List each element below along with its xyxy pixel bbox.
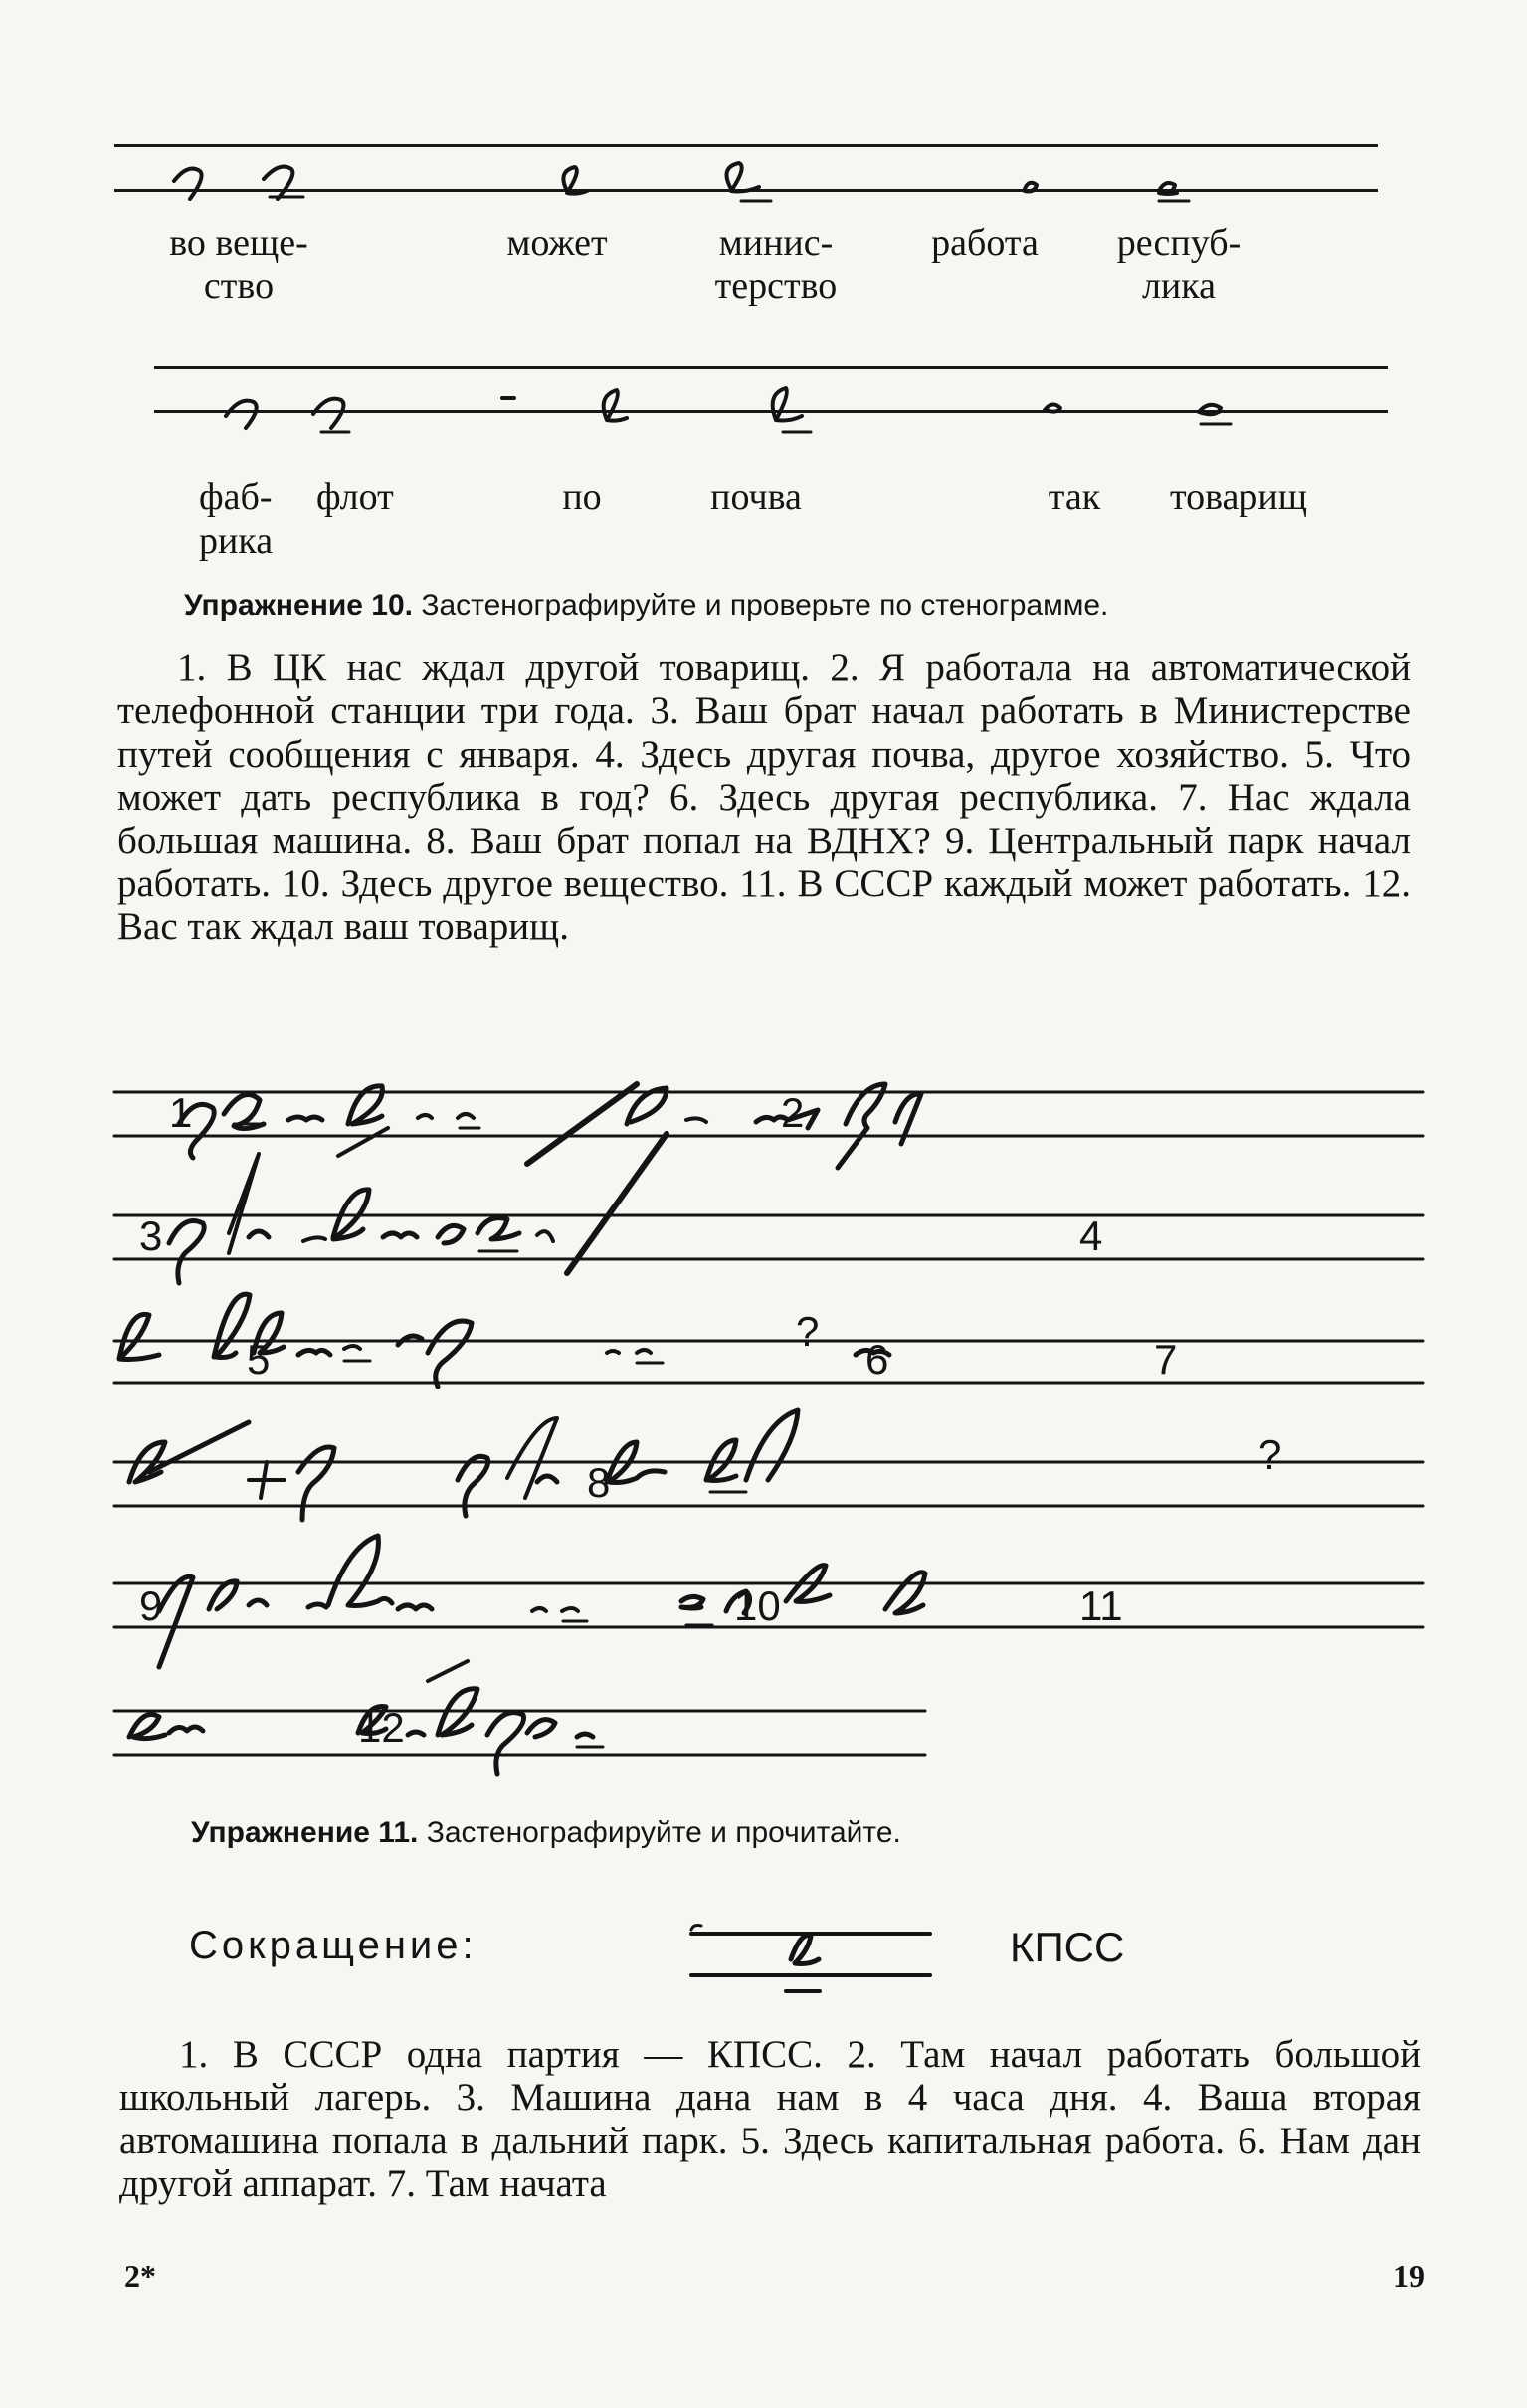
exercise-10-instruction: Застенографируйте и проверьте по стенограмме. [421, 589, 1109, 622]
exercise-10-number: Упражнение 10. [184, 589, 414, 622]
vocab-word: так [1048, 476, 1101, 518]
exercise-11-text: 1. В СССР одна партия — КПСС. 2. Там начал работать большой школьный лагерь. 3. Машина дана нам в 4 часа дня. 4. Ваша вторая автомашина попала в дальний парк. 5. Здесь капитальная работа. 6. Нам дан другой аппарат. 7. Там начата [119, 2033, 1421, 2206]
vocab-word: почва [710, 476, 802, 518]
vocab-word: товарищ [1169, 476, 1307, 518]
sentence-number: 3 [139, 1212, 163, 1259]
question-mark: ? [1258, 1431, 1282, 1478]
sentence-number: 10 [734, 1582, 781, 1629]
sentence-number: 11 [1079, 1582, 1123, 1629]
sentence-number: 5 [247, 1336, 271, 1383]
exercise-11-instruction: Застенографируйте и прочитайте. [426, 1816, 901, 1849]
sentence-number: 12 [358, 1704, 405, 1751]
exercise-10-heading [184, 589, 1378, 623]
abbreviation-value: КПСС [1010, 1924, 1125, 1970]
vocab-word: по [562, 476, 602, 518]
sentence-number: 9 [139, 1582, 163, 1629]
vocab-word: может [506, 222, 608, 264]
sentence-number: 8 [587, 1459, 611, 1506]
shorthand-exercise-block [109, 1024, 1432, 1780]
vocab-word: во веще- ство [169, 222, 308, 307]
sentence-number: 2 [781, 1089, 805, 1136]
vocab-word: респуб- лика [1116, 222, 1241, 307]
question-mark: ? [796, 1308, 820, 1355]
sentence-number: 7 [1154, 1336, 1178, 1383]
shorthand-glyphs-row1 [114, 129, 1378, 219]
vocab-word: флот [316, 476, 394, 518]
vocab-word: фаб- рика [199, 476, 274, 562]
sentence-number: 6 [865, 1336, 889, 1383]
abbreviation-label: Сокращение: [189, 1924, 477, 1967]
vocab-word: минис- терство [714, 222, 838, 307]
abbreviation-shorthand-sign [686, 1910, 935, 1999]
page-number: 19 [1393, 2258, 1425, 2294]
sentence-number: 4 [1079, 1212, 1103, 1259]
shorthand-glyphs-row2 [154, 358, 1388, 448]
sentence-number: 1 [169, 1089, 193, 1136]
exercise-11-heading [191, 1816, 1385, 1850]
exercise-11-number: Упражнение 11. [191, 1816, 419, 1849]
vocab-word: работа [931, 222, 1039, 264]
printer-signature: 2* [124, 2258, 156, 2294]
exercise-10-text: 1. В ЦК нас ждал другой товарищ. 2. Я работала на автоматической телефонной станции три года. 3. Ваш брат начал работать в Министерстве путей сообщения с января. 4. Здесь другая почва, другое хозяйство. 5. Что может дать республика в год? 6. Здесь другая республика. 7. Нас ждала большая машина. 8. Ваш брат попал на ВДНХ? 9. Центральный парк начал работать. 10. Здесь другое вещество. 11. В СССР каждый может работать. 12. Вас так ждал ваш товарищ. [117, 647, 1411, 949]
